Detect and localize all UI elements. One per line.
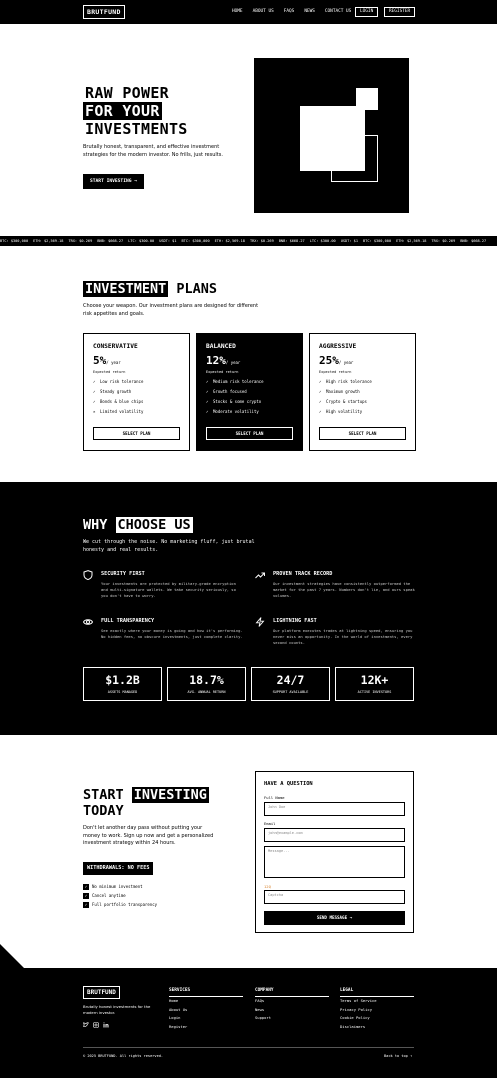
question-form: [255, 771, 414, 933]
plan-feature: [319, 409, 362, 415]
plan-feature-text: High volatility: [326, 409, 363, 414]
graphic-square-outline: [331, 135, 378, 182]
footer-link-support[interactable]: Support: [255, 1015, 272, 1020]
plan-rate-unit: / year: [225, 360, 241, 365]
nav-link-contact[interactable]: CONTACT US: [324, 9, 352, 14]
stat-value: 24/7: [276, 673, 305, 687]
plan-rate: [206, 354, 293, 369]
footer-col-company: [255, 988, 329, 1023]
plan-feature: [93, 379, 143, 385]
plan-feature-text: Stocks & some crypto: [213, 399, 262, 404]
select-plan-button[interactable]: SELECT PLAN: [206, 427, 293, 440]
footer-col-legal: [340, 988, 414, 1031]
stat-label: AVG. ANNUAL RETURN: [187, 690, 226, 694]
twitter-icon[interactable]: [83, 1022, 89, 1028]
feature-title: LIGHTNING FAST: [273, 618, 317, 624]
captcha-code: 12Q: [264, 884, 271, 889]
ticker-item: BNB: $668.27: [460, 239, 487, 243]
plan-feature: [319, 389, 360, 395]
start-title-a: START: [83, 787, 124, 803]
plans-description: Choose your weapon. Our investment plans are designed for different risk appetites and goals.: [83, 303, 259, 317]
name-input[interactable]: John Doe: [264, 802, 405, 816]
hero-line-1: RAW POWER: [85, 84, 169, 102]
footer-link-login[interactable]: Login: [169, 1015, 181, 1020]
login-button[interactable]: LOGIN: [355, 7, 378, 17]
top-navbar: [0, 0, 497, 24]
feature-text: Our investment strategies have consistently outperformed the market for the past 7 years. Numbers don't lie, and ours speak volumes.: [273, 581, 415, 598]
email-label: Email: [264, 821, 276, 826]
nav-link-home[interactable]: HOME: [232, 9, 243, 14]
plan-name: CONSERVATIVE: [93, 343, 138, 350]
ticker-item: BNB: $668.27: [278, 239, 305, 243]
footer-col-title: SERVICES: [169, 988, 243, 997]
form-title: HAVE A QUESTION: [264, 781, 313, 787]
feature-text: Our platform executes trades at lightning speed, ensuring you never miss an opportunity. In the world of investments, every second counts.: [273, 628, 413, 645]
nav-link-about[interactable]: ABOUT US: [252, 9, 274, 14]
message-textarea[interactable]: Message...: [264, 846, 405, 878]
stat-value: 12K+: [360, 673, 389, 687]
ticker-item: TRX: $0.269: [249, 239, 274, 243]
start-investing-button[interactable]: START INVESTING →: [83, 174, 144, 189]
plan-feature-text: Bonds & blue chips: [100, 399, 144, 404]
hero-graphic: [254, 58, 409, 213]
stat-investors: [335, 667, 414, 701]
footer-col-title: COMPANY: [255, 988, 329, 997]
footer-link-register[interactable]: Register: [169, 1023, 188, 1029]
ticker-item: LTC: $300.00: [128, 239, 155, 243]
start-title-c: TODAY: [83, 803, 124, 819]
feature-text: See exactly where your money is going and how it's performing. No hidden fees, no obscure investments, just complete clarity.: [101, 628, 243, 639]
ticker-item: BTC: $300,000: [363, 239, 392, 243]
check-icon: ✓: [93, 379, 96, 384]
check-text: Cancel anytime: [92, 893, 126, 898]
check-icon: ✓: [84, 902, 88, 907]
instagram-icon[interactable]: [93, 1022, 99, 1028]
check-icon: ✓: [206, 399, 209, 404]
send-message-button[interactable]: SEND MESSAGE →: [264, 911, 405, 925]
ticker-item: BTC: $300,000: [0, 239, 29, 243]
check-icon: ✓: [206, 389, 209, 394]
footer-link-terms[interactable]: Terms of Service: [340, 998, 377, 1003]
ticker-item: BNB: $668.27: [97, 239, 124, 243]
ticker-item: ETH: $2,569.18: [214, 239, 245, 243]
ticker-item: LTC: $300.00: [309, 239, 336, 243]
graphic-square-small: [356, 88, 378, 110]
check-icon: ✓: [93, 389, 96, 394]
hero-title: [83, 84, 190, 138]
stat-assets: [83, 667, 162, 701]
ticker-item: ETH: $2,569.18: [33, 239, 64, 243]
plan-rate-unit: / year: [338, 360, 354, 365]
plan-rate: [319, 354, 406, 369]
footer-link-cookie[interactable]: Cookie Policy: [340, 1015, 370, 1020]
feature-title: FULL TRANSPARENCY: [101, 618, 155, 624]
check-icon: ✓: [319, 399, 322, 404]
why-title-a: WHY: [83, 517, 108, 533]
check-icon: ✓: [93, 399, 96, 404]
check-icon: ✓: [319, 389, 322, 394]
footer-link-privacy[interactable]: Privacy Policy: [340, 1006, 373, 1012]
check-text: Full portfolio transparency: [92, 902, 158, 907]
plans-title: [83, 281, 217, 298]
check-icon: ✓: [84, 884, 88, 889]
select-plan-button[interactable]: SELECT PLAN: [93, 427, 180, 440]
feature-text: Your investments are protected by military-grade encryption and multi-signature wallets. We take security seriously, so you don't have to worry.: [101, 581, 236, 598]
start-title-highlight: INVESTING: [133, 787, 207, 803]
stat-support: [251, 667, 330, 701]
ticker-item: USDT: $1: [159, 239, 177, 243]
check-text: No minimum investment: [92, 884, 143, 889]
shield-icon: [83, 570, 93, 580]
plan-feature: [93, 399, 143, 405]
plans-title-rest: PLANS: [176, 281, 218, 297]
ticker-item: ETH: $2,569.18: [396, 239, 427, 243]
plan-feature-text: Growth focused: [213, 389, 247, 394]
plan-feature-text: High risk tolerance: [326, 379, 372, 384]
check-item: [83, 884, 143, 890]
plan-feature: [319, 379, 372, 385]
plan-feature-text: Maximum growth: [326, 389, 360, 394]
ticker-item: BTC: $300,000: [181, 239, 210, 243]
stat-label: SUPPORT AVAILABLE: [272, 690, 309, 694]
check-icon: ✓: [206, 379, 209, 384]
plans-title-highlight: INVESTMENT: [85, 281, 167, 297]
plan-rate-unit: / year: [106, 360, 121, 365]
plan-rate-value: 5%: [93, 354, 107, 367]
linkedin-icon[interactable]: [103, 1022, 109, 1028]
hero-line-3: INVESTMENTS: [85, 120, 188, 138]
footer-logo[interactable]: BRUTFUND: [83, 986, 120, 999]
ticker-item: TRX: $0.269: [431, 239, 456, 243]
plan-rate-caption: Expected return: [206, 370, 239, 374]
plan-rate-value: 25%: [319, 354, 339, 367]
stat-value: $1.2B: [105, 673, 140, 687]
trend-up-icon: [255, 570, 265, 580]
feature-title: SECURITY FIRST: [101, 571, 145, 577]
plan-feature: [93, 389, 131, 395]
plan-rate-caption: Expected return: [319, 370, 352, 374]
why-title-highlight: CHOOSE US: [117, 517, 191, 533]
plan-feature: [206, 379, 264, 385]
start-description: Don't let another day pass without putting your money to work. Sign up now and get a personalized investment strategy within 24 hours.: [83, 825, 214, 846]
ticker-item: TRX: $0.269: [68, 239, 93, 243]
plan-card-balanced: [196, 333, 303, 451]
check-icon: ✓: [206, 409, 209, 414]
plan-card-aggressive: [309, 333, 416, 451]
logo[interactable]: BRUTFUND: [83, 5, 125, 19]
email-input[interactable]: john@example.com: [264, 828, 405, 842]
back-to-top-link[interactable]: Back to top ↑: [384, 1054, 413, 1058]
plan-rate-value: 12%: [206, 354, 226, 367]
nav-links: [232, 8, 351, 15]
captcha-input[interactable]: Captcha: [264, 890, 405, 904]
footer-divider: [83, 1047, 414, 1048]
register-button[interactable]: REGISTER: [384, 7, 415, 17]
check-item: [83, 902, 157, 908]
stat-label: ACTIVE INVESTORS: [357, 690, 392, 694]
why-title: [83, 517, 193, 534]
check-icon: ✓: [319, 379, 322, 384]
check-item: [83, 893, 126, 899]
stat-return: [167, 667, 246, 701]
plan-feature: [206, 399, 261, 405]
footer-link-faqs[interactable]: FAQs: [255, 998, 265, 1003]
footer-col-services: [169, 988, 243, 1031]
footer-link-news[interactable]: News: [255, 1006, 265, 1012]
footer-link-home[interactable]: Home: [169, 998, 179, 1003]
plan-name: BALANCED: [206, 343, 236, 350]
footer: [0, 968, 497, 1078]
why-section: [0, 482, 497, 735]
stat-value: 18.7%: [189, 673, 224, 687]
plan-rate-caption: Expected return: [93, 370, 126, 374]
no-fees-badge: WITHDRAWALS: NO FEES: [83, 862, 153, 875]
plan-feature-text: Limited volatility: [100, 409, 144, 414]
name-label: Full Name: [264, 795, 285, 800]
plan-feature: [93, 409, 143, 415]
plan-name: AGGRESSIVE: [319, 343, 357, 350]
footer-description: Brutally honest investments for the modern investor.: [83, 1004, 151, 1015]
check-icon: ✓: [319, 409, 322, 414]
plan-feature-text: Medium risk tolerance: [213, 379, 264, 384]
plan-feature: [206, 409, 259, 415]
social-links: [83, 1022, 109, 1028]
plan-feature: [206, 389, 247, 395]
cross-icon: ✕: [93, 409, 96, 414]
select-plan-button[interactable]: SELECT PLAN: [319, 427, 406, 440]
plan-feature-text: Crypto & startups: [326, 399, 367, 404]
footer-link-disclaimers[interactable]: Disclaimers: [340, 1023, 366, 1029]
plan-feature-text: Low risk tolerance: [100, 379, 144, 384]
plan-feature-text: Moderate volatility: [213, 409, 259, 414]
stat-label: ASSETS MANAGED: [107, 690, 138, 694]
nav-link-news[interactable]: NEWS: [304, 9, 315, 14]
lightning-icon: [255, 617, 265, 627]
hero-line-2: FOR YOUR: [85, 102, 160, 120]
check-icon: ✓: [84, 893, 88, 898]
footer-link-about[interactable]: About Us: [169, 1006, 188, 1012]
plan-feature-text: Steady growth: [100, 389, 132, 394]
eye-icon: [83, 617, 93, 627]
why-description: We cut through the noise. No marketing fluff, just brutal honesty and real results.: [83, 539, 255, 553]
price-ticker: [0, 236, 497, 246]
copyright: © 2025 BRUTFUND. All rights reserved.: [83, 1054, 164, 1058]
plan-card-conservative: [83, 333, 190, 451]
footer-col-title: LEGAL: [340, 988, 414, 997]
feature-title: PROVEN TRACK RECORD: [273, 571, 333, 577]
nav-link-faqs[interactable]: FAQS: [283, 9, 295, 14]
ticker-item: USDT: $1: [340, 239, 358, 243]
start-title: [83, 787, 209, 819]
footer-corner-cut: [0, 944, 24, 968]
plan-rate: [93, 354, 180, 369]
plan-feature: [319, 399, 367, 405]
hero-description: Brutally honest, transparent, and effective investment strategies for the modern investor. No frills, just results.: [83, 144, 223, 158]
